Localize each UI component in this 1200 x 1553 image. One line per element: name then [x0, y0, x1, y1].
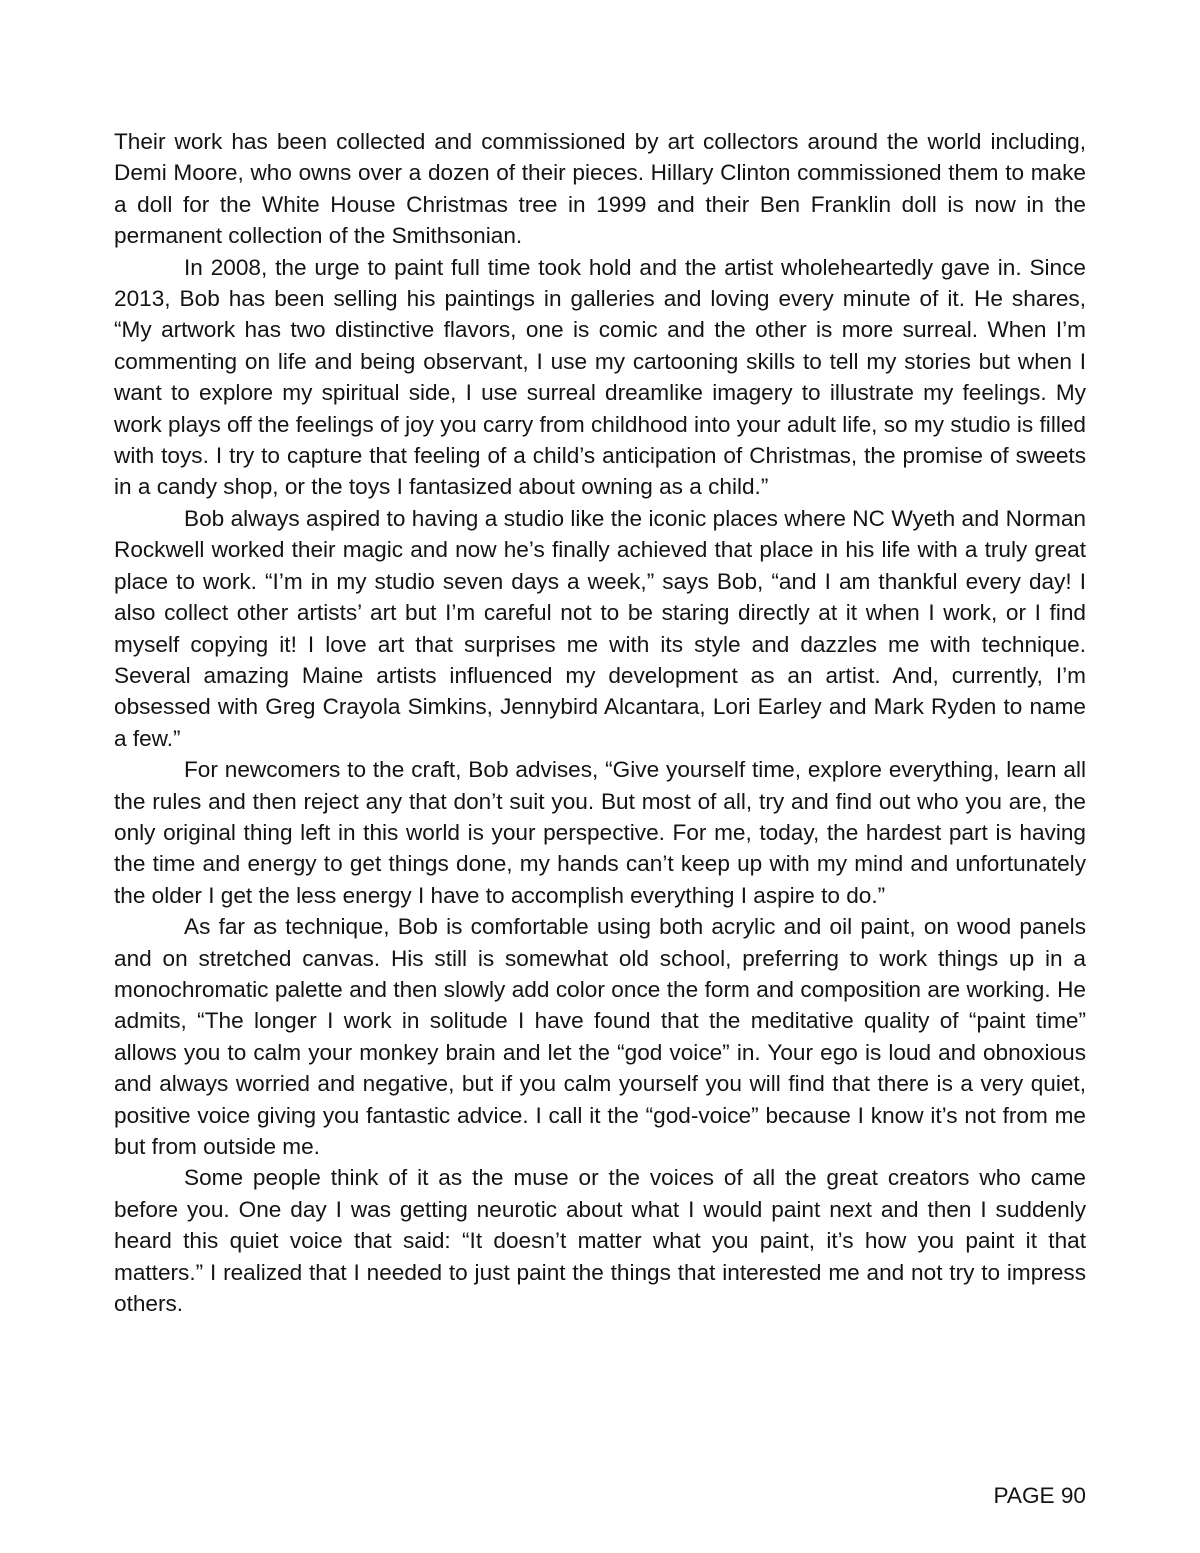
paragraph-4: For newcomers to the craft, Bob advises, “Give yourself time, explore everything, learn all the rules and then reject any that don’t suit you. But most of all, try and find out who you are, the only original thing left in this world is your perspective. For me, today, the hardest part is having the time and energy to get things done, my hands can’t keep up with my mind and unfortunately the older I get the less energy I have to accomplish everything I aspire to do.” — [114, 757, 1086, 908]
paragraph-2: In 2008, the urge to paint full time took hold and the artist wholeheartedly gave in. Since 2013, Bob has been selling his paintings in galleries and loving every minute of it. He shares, “My artwork has two distinctive flavors, one is comic and the other is more surreal. When I’m commenting on life and being observant, I use my cartooning skills to tell my stories but when I want to explore my spiritual side, I use surreal dreamlike imagery to illustrate my feelings. My work plays off the feelings of joy you carry from childhood into your adult life, so my studio is filled with toys. I try to capture that feeling of a child’s anticipation of Christmas, the promise of sweets in a candy shop, or the toys I fantasized about owning as a child.” — [114, 254, 1086, 500]
paragraph-1: Their work has been collected and commissioned by art collectors around the world including, Demi Moore, who owns over a dozen of their pieces. Hillary Clinton commissioned them to make a doll for the White House Christmas tree in 1999 and their Ben Franklin doll is now in the permanent collection of the Smithsonian. — [114, 129, 1086, 249]
paragraph-3: Bob always aspired to having a studio like the iconic places where NC Wyeth and Norman Rockwell worked their magic and now he’s finally achieved that place in his life with a truly great place to work. “I’m in my studio seven days a week,” says Bob, “and I am thankful every day! I also collect other artists’ art but I’m careful not to be staring directly at it when I work, or I find myself copying it! I love art that surprises me with its style and dazzles me with technique. Several amazing Maine artists influenced my development as an artist. And, currently, I’m obsessed with Greg Crayola Simkins, Jennybird Alcantara, Lori Earley and Mark Ryden to name a few.” — [114, 505, 1086, 751]
paragraph-5: As far as technique, Bob is comfortable using both acrylic and oil paint, on wood panels and on stretched canvas. His still is somewhat old school, preferring to work things up in a monochromatic palette and then slowly add color once the form and composition are working. He admits, “The longer I work in solitude I have found that the meditative quality of “paint time” allows you to calm your monkey brain and let the “god voice” in. Your ego is loud and obnoxious and always worried and negative, but if you calm yourself you will find that there is a very quiet, positive voice giving you fantastic advice. I call it the “god-voice” because I know it’s not from me but from outside me. — [114, 914, 1086, 1159]
paragraph-6: Some people think of it as the muse or the voices of all the great creators who came before you. One day I was getting neurotic about what I would paint next and then I suddenly heard this quiet voice that said: “It doesn’t matter what you paint, it’s how you paint it that matters.” I realized that I needed to just paint the things that interested me and not try to impress others. — [114, 1165, 1086, 1317]
article-body — [114, 126, 1086, 1319]
page-number: PAGE 90 — [993, 1483, 1086, 1508]
